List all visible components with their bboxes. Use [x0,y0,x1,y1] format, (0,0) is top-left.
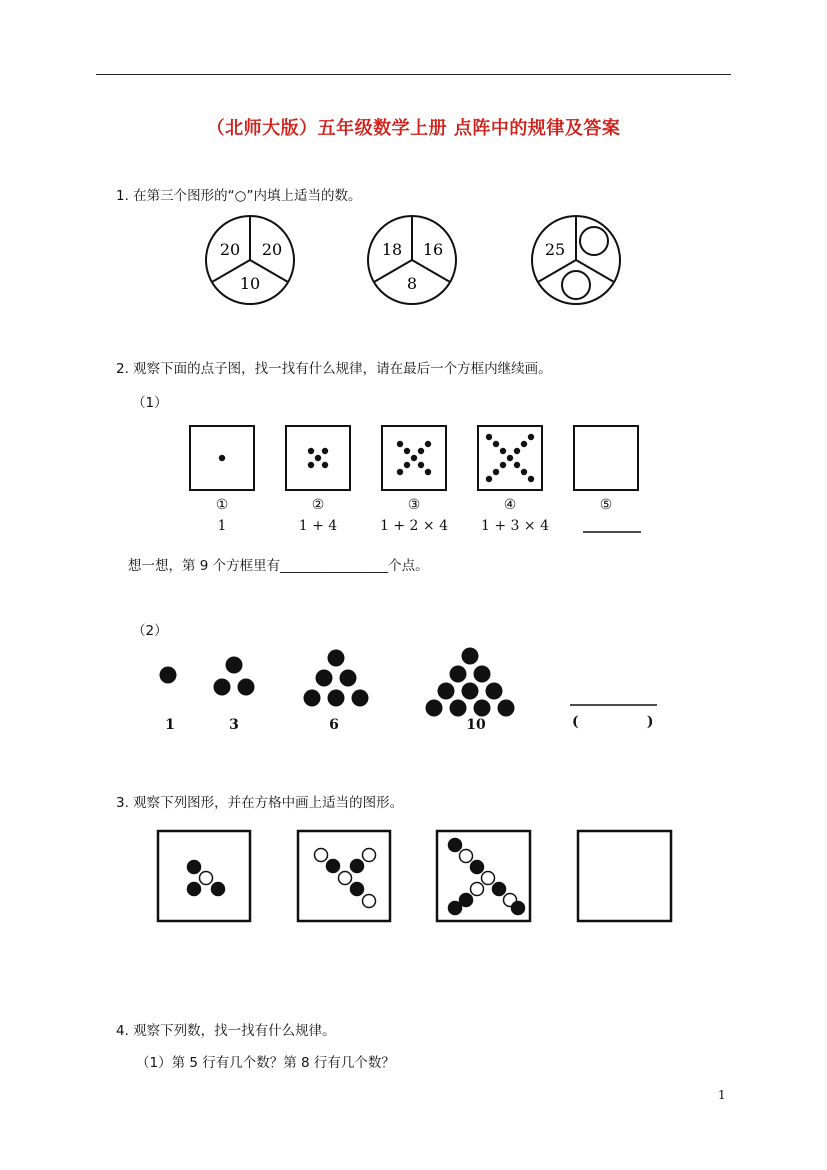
pattern-dot [521,469,527,475]
circle3-top-left: 25 [544,240,566,259]
figure-expr-3: 1 + 2 × 4 [380,518,448,534]
pattern-dot [528,434,534,440]
q3-figures [156,828,676,924]
circle1-top-right: 20 [261,240,283,259]
q4-sub1: （1）第 5 行有几个数？第 8 行有几个数？ [136,1055,395,1071]
pattern-dot [418,448,424,454]
pattern-dot [219,455,225,461]
pattern-dot [404,448,410,454]
circle2-top-right: 16 [422,240,444,259]
figure-expr-1: 1 [217,518,227,534]
pattern-dot [493,441,499,447]
circle2-bottom: 8 [406,274,418,293]
q2-part2-label: （2） [132,623,168,639]
figure-number-5: ⑤ [599,497,613,513]
pattern-dot [514,462,520,468]
pattern-dot [322,448,328,454]
page-title: （北师大版）五年级数学上册 点阵中的规律及答案 [206,118,621,139]
pattern-dot [418,462,424,468]
circle-figure-2 [368,216,456,304]
circle1-bottom: 10 [239,274,261,293]
figure-number-2: ② [311,497,325,513]
pattern-dot [521,441,527,447]
pattern-dot [322,462,328,468]
figure-expr-4: 1 + 3 × 4 [481,518,549,534]
count-label-10: 10 [466,717,486,733]
count-label-1: 1 [165,717,175,733]
circle-figure-3 [532,216,620,304]
dot-layer [219,434,534,482]
q2-prompt: 2. 观察下面的点子图，找一找有什么规律，请在最后一个方框内继续画。 [116,361,552,377]
page-number: 1 [718,1088,726,1102]
answer-blank-circle[interactable] [580,227,608,255]
q1-circles [190,208,670,312]
pattern-dot [500,448,506,454]
count-label-3: 3 [229,717,239,733]
figure-number-4: ④ [503,497,517,513]
pattern-dot [514,448,520,454]
answer-blank-parens[interactable]: ( ) [572,714,654,730]
pattern-dot [315,455,321,461]
pattern-dot [425,441,431,447]
pattern-dot [493,469,499,475]
q4-prompt: 4. 观察下列数，找一找有什么规律。 [116,1023,336,1039]
figure-number-3: ③ [407,497,421,513]
circle-figure-1 [206,216,294,304]
q2-think-prompt: 想一想，第 9 个方框里有________________个点。 [128,558,429,574]
q1-prompt: 1. 在第三个图形的“○”内填上适当的数。 [116,188,362,204]
pattern-dot [500,462,506,468]
circle1-top-left: 20 [219,240,241,259]
q2-part1-label: （1） [132,395,168,411]
answer-blank-circle[interactable] [562,271,590,299]
pattern-dot [507,455,513,461]
pattern-dot [486,434,492,440]
header-rule [96,74,731,75]
pattern-dot [308,462,314,468]
circle2-top-left: 18 [381,240,403,259]
count-label-6: 6 [329,717,339,733]
pattern-dot [397,441,403,447]
pattern-dot [411,455,417,461]
dot-box-5-empty[interactable] [574,426,638,490]
q3-prompt: 3. 观察下列图形，并在方格中画上适当的图形。 [116,795,404,811]
pattern-dot [425,469,431,475]
pattern-dot [397,469,403,475]
pattern-dot [404,462,410,468]
pattern-dot [308,448,314,454]
pattern-box-4-empty[interactable] [578,831,671,921]
figure-number-1: ① [215,497,229,513]
pattern-dot [486,476,492,482]
figure-expr-2: 1 + 4 [298,518,338,534]
pattern-dot [528,476,534,482]
